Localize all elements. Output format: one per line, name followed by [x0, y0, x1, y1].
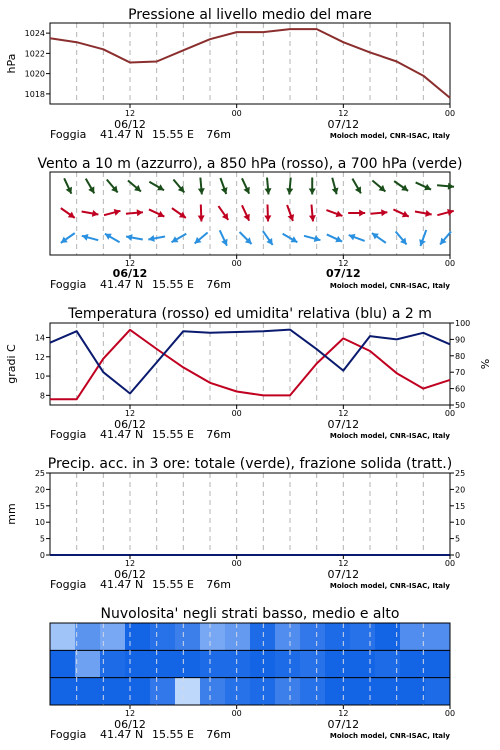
wind-arrow	[265, 178, 272, 195]
cloud-cell	[425, 678, 451, 706]
cloud-cell	[50, 623, 76, 651]
y-tick-label: 1022	[24, 49, 45, 59]
wind-arrow	[104, 209, 120, 216]
cloud-cell	[325, 678, 351, 706]
wind-arrow	[287, 205, 294, 221]
cloud-cell	[150, 678, 176, 706]
wind-arrow	[86, 179, 95, 194]
wind-arrow	[419, 230, 426, 246]
cloud-cell	[225, 650, 251, 678]
date-label: 07/12	[327, 718, 360, 731]
station-elevation: 76m	[206, 428, 231, 441]
plot-frame	[50, 473, 450, 555]
station-name: Foggia	[50, 578, 87, 591]
station-lat: 41.47 N	[100, 128, 144, 141]
x-tick-label: 12	[124, 409, 136, 418]
station-elevation: 76m	[206, 728, 231, 741]
y-axis-label: gradi C	[5, 344, 18, 384]
x-tick-label: 00	[231, 559, 242, 568]
station-info	[50, 578, 450, 591]
x-tick-label: 00	[231, 409, 242, 418]
cloud-cell	[150, 623, 176, 651]
cloud-cell	[175, 650, 201, 678]
cloud-cell	[175, 623, 201, 651]
y-tick-label-right: 50	[455, 401, 466, 410]
station-lon: 15.55 E	[152, 128, 194, 141]
wind-arrow	[220, 178, 227, 194]
date-label: 07/12	[327, 418, 360, 431]
cloud-cell	[75, 623, 101, 651]
wind-arrow-head	[332, 188, 339, 195]
wind-arrow	[396, 231, 407, 244]
cloud-cell	[225, 678, 251, 706]
wind-arrow	[440, 231, 451, 244]
cloud-cell	[400, 678, 426, 706]
x-tick-label: 12	[338, 109, 349, 118]
model-credit: Moloch model, CNR-ISAC, Italy	[329, 432, 450, 440]
date-label: 07/12	[326, 267, 361, 280]
station-info	[50, 428, 450, 441]
y-tick-label-right: 60	[455, 384, 466, 394]
x-tick-label: 12	[338, 259, 349, 268]
x-tick-label: 00	[231, 259, 242, 268]
x-tick-label: 00	[231, 109, 242, 118]
station-lon: 15.55 E	[152, 728, 194, 741]
cloud-cell	[125, 650, 151, 678]
wind-arrow	[82, 234, 98, 241]
wind-arrow	[195, 233, 208, 244]
cloud-cell	[75, 650, 101, 678]
wind-arrow-head	[198, 188, 205, 194]
wind-arrow	[372, 181, 385, 192]
station-elevation: 76m	[206, 578, 231, 591]
cloud-cell	[250, 623, 276, 651]
wind-arrow-head	[264, 215, 271, 221]
x-tick-label: 12	[124, 559, 136, 568]
wind-arrow	[332, 178, 339, 194]
x-tick-label: 00	[444, 109, 456, 118]
cloud-cell	[225, 623, 251, 651]
station-lat: 41.47 N	[100, 728, 144, 741]
y-axis-label: hPa	[5, 53, 18, 74]
y-tick-label: 0	[39, 551, 45, 560]
chart-title: Precip. acc. in 3 ore: totale (verde), frazione solida (tratt.)	[47, 456, 453, 472]
cloud-cell	[125, 678, 151, 706]
cloud-cell	[250, 678, 276, 706]
wind-arrow	[264, 205, 271, 222]
temperature-humidity-chart	[5, 306, 492, 441]
station-name: Foggia	[50, 278, 87, 291]
wind-arrow	[242, 205, 250, 220]
temperature-series-line	[50, 330, 450, 399]
wind-arrow	[198, 178, 205, 195]
wind-arrow-head	[309, 215, 316, 221]
x-tick-label: 00	[444, 559, 456, 568]
wind-arrow	[126, 234, 143, 241]
y-tick-label-right: 100	[455, 319, 471, 328]
y-axis-label: mm	[5, 503, 18, 525]
cloud-cell	[425, 623, 451, 651]
x-tick-label: 12	[124, 109, 136, 118]
wind-arrow-head	[286, 188, 293, 194]
cloud-cell	[350, 650, 376, 678]
y-tick-label-right: 25	[455, 469, 466, 478]
station-lon: 15.55 E	[152, 278, 194, 291]
y-tick-label: 1024	[24, 29, 45, 39]
humidity-series-line	[50, 330, 450, 394]
y-tick-label: 5	[39, 534, 45, 544]
y-tick-label-right: 20	[455, 485, 466, 495]
wind-arrow	[172, 234, 187, 243]
station-lat: 41.47 N	[100, 428, 144, 441]
wind-arrow-head	[82, 234, 89, 241]
x-tick-label: 12	[338, 409, 349, 418]
date-label: 07/12	[327, 568, 360, 581]
cloud-cell	[300, 650, 326, 678]
wind-arrow	[349, 234, 365, 241]
cloud-cover-chart	[50, 606, 455, 741]
station-lon: 15.55 E	[152, 428, 194, 441]
cloud-cell	[50, 650, 76, 678]
model-credit: Moloch model, CNR-ISAC, Italy	[329, 732, 450, 740]
station-info	[50, 128, 450, 141]
chart-title: Vento a 10 m (azzurro), a 850 hPa (rosso), a 700 hPa (verde)	[37, 156, 463, 172]
model-credit: Moloch model, CNR-ISAC, Italy	[329, 582, 450, 590]
y-tick-label: 8	[39, 391, 45, 401]
date-label: 06/12	[114, 568, 146, 581]
wind-arrow	[348, 210, 365, 217]
y-tick-label-right: 15	[455, 501, 466, 511]
station-elevation: 76m	[206, 128, 231, 141]
plot-frame	[50, 23, 450, 104]
cloud-cell	[125, 623, 151, 651]
wind-arrow	[218, 206, 228, 220]
wind-arrow	[198, 205, 205, 222]
x-tick-label: 12	[338, 709, 349, 718]
cloud-cell	[325, 650, 351, 678]
wind-arrow-head	[359, 210, 365, 217]
y-tick-label: 20	[34, 485, 45, 495]
wind-arrow	[107, 179, 118, 192]
pressure-chart	[5, 7, 455, 141]
wind-chart	[37, 156, 462, 291]
y-tick-label-right: 5	[455, 534, 461, 544]
y-tick-label: 1018	[24, 89, 45, 99]
y-tick-label: 10	[34, 518, 45, 528]
wind-arrow	[173, 179, 184, 192]
wind-arrow-head	[309, 189, 316, 195]
cloud-cell	[300, 623, 326, 651]
cloud-cell	[275, 678, 301, 706]
cloud-cell	[250, 650, 276, 678]
model-credit: Moloch model, CNR-ISAC, Italy	[329, 132, 450, 140]
date-label: 06/12	[112, 267, 148, 280]
cloud-cell	[75, 678, 101, 706]
wind-arrow	[326, 210, 342, 217]
wind-arrow-head	[198, 215, 205, 221]
date-label: 06/12	[114, 418, 146, 431]
y-tick-label: 25	[34, 469, 45, 478]
chart-title: Pressione al livello medio del mare	[128, 7, 372, 23]
station-info	[50, 278, 450, 291]
station-name: Foggia	[50, 128, 87, 141]
wind-arrow	[263, 231, 273, 245]
station-lat: 41.47 N	[100, 278, 144, 291]
cloud-cell	[200, 623, 226, 651]
wind-arrow	[64, 178, 72, 193]
wind-arrow	[304, 235, 320, 242]
cloud-cell	[300, 678, 326, 706]
y-tick-label-right: 0	[455, 551, 461, 560]
wind-arrow	[126, 209, 143, 216]
pressure-series-line	[50, 29, 450, 98]
y-tick-label-right: 70	[455, 368, 466, 378]
wind-arrow	[437, 209, 453, 216]
wind-arrow	[370, 209, 387, 216]
station-name: Foggia	[50, 428, 87, 441]
y-tick-label: 14	[34, 333, 45, 343]
wind-arrow	[352, 179, 361, 194]
wind-arrow	[61, 233, 75, 243]
x-tick-label: 12	[124, 259, 136, 268]
cloud-cell	[400, 650, 426, 678]
x-tick-label: 00	[444, 259, 456, 268]
wind-arrow	[309, 178, 316, 195]
cloud-cell	[200, 678, 226, 706]
x-tick-label: 00	[444, 409, 456, 418]
y-tick-label-right: 90	[455, 335, 466, 345]
y-tick-label: 1020	[24, 69, 45, 79]
precipitation-chart	[5, 456, 465, 591]
cloud-cell	[175, 678, 201, 706]
wind-arrow-head	[137, 209, 143, 216]
wind-arrow	[61, 208, 75, 218]
wind-arrow	[82, 210, 99, 217]
x-tick-label: 00	[231, 709, 242, 718]
station-info	[50, 728, 450, 741]
station-name: Foggia	[50, 728, 87, 741]
date-label: 07/12	[327, 118, 360, 131]
station-lat: 41.47 N	[100, 578, 144, 591]
wind-arrow	[309, 205, 316, 222]
y-tick-label-right: 80	[455, 351, 466, 361]
wind-arrow	[242, 178, 250, 193]
y-tick-label: 15	[34, 501, 45, 511]
wind-arrow	[220, 230, 228, 245]
y-tick-label-right: 10	[455, 518, 466, 528]
wind-arrow-head	[448, 183, 454, 190]
cloud-cell	[350, 623, 376, 651]
cloud-cell	[275, 623, 301, 651]
wind-arrow-head	[114, 209, 121, 216]
wind-arrow-head	[381, 209, 387, 216]
cloud-cell	[50, 678, 76, 706]
chart-title: Nuvolosita' negli strati basso, medio e alto	[100, 606, 400, 622]
cloud-cell	[325, 623, 351, 651]
wind-arrow	[105, 234, 120, 243]
cloud-cell	[275, 650, 301, 678]
wind-arrow	[286, 178, 293, 195]
model-credit: Moloch model, CNR-ISAC, Italy	[329, 282, 450, 290]
y-axis-label-right: %	[479, 358, 492, 370]
x-tick-label: 00	[444, 709, 456, 718]
y-tick-label: 12	[34, 352, 45, 362]
cloud-cell	[350, 678, 376, 706]
date-label: 06/12	[114, 718, 146, 731]
wind-arrow-head	[265, 188, 272, 194]
chart-title: Temperatura (rosso) ed umidita' relativa (blu) a 2 m	[68, 306, 432, 322]
y-tick-label: 10	[34, 372, 45, 382]
cloud-cell	[150, 650, 176, 678]
wind-arrow	[240, 232, 252, 244]
cloud-cell	[400, 623, 426, 651]
station-lon: 15.55 E	[152, 578, 194, 591]
wind-arrow	[327, 234, 342, 242]
station-elevation: 76m	[206, 278, 231, 291]
x-tick-label: 12	[338, 559, 349, 568]
cloud-cell	[200, 650, 226, 678]
x-tick-label: 12	[124, 709, 136, 718]
wind-arrow	[393, 209, 408, 217]
wind-arrow	[372, 233, 386, 243]
wind-arrow	[437, 183, 454, 190]
date-label: 06/12	[114, 118, 146, 131]
cloud-cell	[425, 650, 451, 678]
